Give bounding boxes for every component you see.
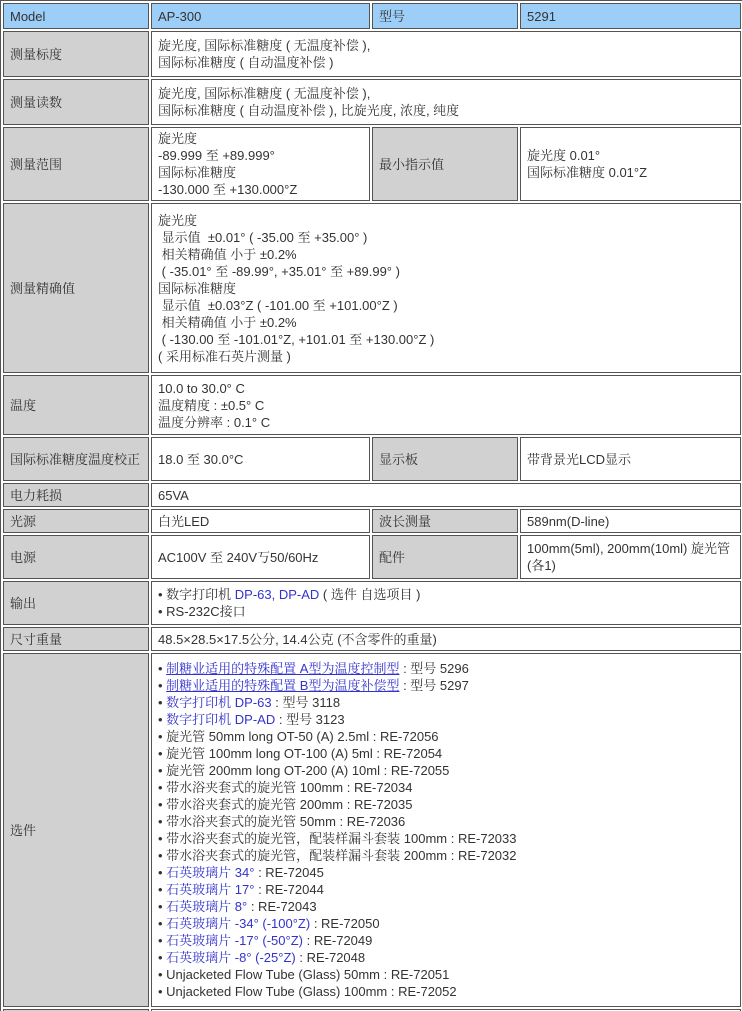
list-item	[158, 728, 734, 745]
text-line: 旋光度	[158, 131, 198, 146]
list-item-text: : RE-72044	[254, 882, 324, 897]
option-link[interactable]: 石英玻璃片 17°	[166, 882, 255, 897]
row-measurement-reading	[3, 79, 741, 125]
option-link[interactable]: 石英玻璃片 -8° (-25°Z)	[166, 950, 296, 965]
list-item-text: •	[158, 916, 167, 931]
list-item-text: •	[158, 695, 167, 710]
label-temperature: 温度	[3, 375, 149, 435]
row-measurement-range	[3, 127, 741, 201]
value-measurement-range	[151, 127, 370, 201]
list-item-text: • 旋光管 200mm long OT-200 (A) 10ml : RE-72055	[158, 763, 450, 778]
list-item-text: • 旋光管 100mm long OT-100 (A) 5ml : RE-72054	[158, 746, 443, 761]
text-line: 温度精度 : ±0.5° C	[158, 397, 265, 413]
row-light-source	[3, 509, 741, 533]
header-row	[3, 3, 741, 29]
text-line: 国际标准糖度 ( 自动温度补偿 )	[158, 55, 334, 70]
label-measurement-scale: 测量标度	[3, 31, 149, 77]
text-line: 显示值 ±0.03°Z ( -101.00 至 +101.00°Z )	[158, 297, 398, 313]
text-line: -130.000 至 +130.000°Z	[158, 182, 298, 197]
option-link[interactable]: 石英玻璃片 8°	[166, 899, 248, 914]
label-minimum-indication: 最小指示值	[372, 127, 518, 201]
value-display-panel: 带背景光LCD显示	[520, 437, 741, 481]
list-item-text: • 带水浴夹套式的旋光管 100mm : RE-72034	[158, 780, 413, 795]
list-item	[158, 586, 734, 603]
row-dimensions-weight	[3, 627, 741, 651]
list-item	[158, 762, 734, 779]
text-line: 相关精确值 小于 ±0.2%	[158, 314, 297, 330]
text-line: ( 采用标准石英片测量 )	[158, 348, 291, 364]
list-item-text: •	[158, 899, 167, 914]
option-link[interactable]: 石英玻璃片 -17° (-50°Z)	[166, 933, 303, 948]
list-item-text: • 带水浴夹套式的旋光管，配装样漏斗套装 100mm : RE-72033	[158, 831, 517, 846]
list-item	[158, 932, 734, 949]
label-measurement-reading: 测量读数	[3, 79, 149, 125]
label-measurement-range: 测量范围	[3, 127, 149, 201]
value-measurement-scale	[151, 31, 741, 77]
list-item	[158, 881, 734, 898]
row-power-consumption	[3, 483, 741, 507]
label-measurement-accuracy: 测量精确值	[3, 203, 149, 373]
list-item-text: : RE-72045	[254, 865, 324, 880]
row-temperature	[3, 375, 741, 435]
list-item	[158, 983, 734, 1000]
label-dimensions-weight: 尺寸重量	[3, 627, 149, 651]
list-item-text: : RE-72043	[247, 899, 317, 914]
value-brix-temp-correction: 18.0 至 30.0°C	[151, 437, 370, 481]
value-measurement-accuracy	[151, 203, 741, 373]
list-item	[158, 915, 734, 932]
value-light-source: 白光LED	[151, 509, 370, 533]
cell-type-label: 型号	[372, 3, 518, 29]
label-accessories: 配件	[372, 535, 518, 579]
label-options: 选件	[3, 653, 149, 1007]
text-line: 国际标准糖度 ( 自动温度补偿 ), 比旋光度, 浓度, 纯度	[158, 103, 460, 118]
text-line: -89.999 至 +89.999°	[158, 148, 275, 163]
list-item	[158, 660, 734, 677]
row-output	[3, 581, 741, 625]
list-item	[158, 779, 734, 796]
list-item	[158, 711, 734, 728]
value-power-supply: AC100V 至 240V丂50/60Hz	[151, 535, 370, 579]
label-power-supply: 电源	[3, 535, 149, 579]
list-item	[158, 898, 734, 915]
text-line: 国际标准糖度	[158, 165, 237, 180]
row-brix-temp-correction	[3, 437, 741, 481]
row-measurement-accuracy	[3, 203, 741, 373]
option-link[interactable]: 石英玻璃片 -34° (-100°Z)	[166, 916, 311, 931]
text-line: ( -35.01° 至 -89.99°, +35.01° 至 +89.99° )	[158, 263, 400, 279]
value-minimum-indication	[520, 127, 741, 201]
label-power-consumption: 电力耗损	[3, 483, 149, 507]
text-line: ( -130.00 至 -101.01°Z, +101.01 至 +130.00°Z )	[158, 331, 435, 347]
list-item-text: • 数字打印机	[158, 587, 235, 602]
label-output: 输出	[3, 581, 149, 625]
list-item	[158, 694, 734, 711]
list-item-text: • Unjacketed Flow Tube (Glass) 50mm : RE-72051	[158, 967, 450, 982]
value-options	[151, 653, 741, 1007]
list-item	[158, 813, 734, 830]
list-item	[158, 796, 734, 813]
list-item-text: : 型号 3118	[271, 695, 341, 710]
list-item-text: • 带水浴夹套式的旋光管 200mm : RE-72035	[158, 797, 413, 812]
list-item-text: : RE-72049	[302, 933, 373, 948]
text-line: 国际标准糖度 0.01°Z	[527, 165, 648, 180]
value-measurement-reading	[151, 79, 741, 125]
list-item-text: • Unjacketed Flow Tube (Glass) 100mm : RE-72052	[158, 984, 457, 999]
list-item-text: • 带水浴夹套式的旋光管 50mm : RE-72036	[158, 814, 406, 829]
list-item-text: : 型号 3123	[275, 712, 345, 727]
text-line: 旋光度	[158, 212, 198, 228]
list-item	[158, 745, 734, 762]
list-item	[158, 603, 734, 620]
cell-model-label: Model	[3, 3, 149, 29]
list-item-text: ( 选件 自选项目 )	[319, 587, 421, 602]
row-power-supply	[3, 535, 741, 579]
value-accessories: 100mm(5ml), 200mm(10ml) 旋光管(各1)	[520, 535, 741, 579]
text-line: 国际标准糖度	[158, 280, 237, 296]
list-item	[158, 830, 734, 847]
option-link[interactable]: 数字打印机 DP-AD	[166, 712, 276, 727]
option-link[interactable]: 制糖业适用的特殊配置 A型为温度控制型	[166, 661, 400, 676]
list-item-text: •	[158, 933, 167, 948]
text-line: 相关精确值 小于 ±0.2%	[158, 246, 297, 262]
list-item-text: •	[158, 678, 167, 693]
list-item-text: • 旋光管 50mm long OT-50 (A) 2.5ml : RE-72056	[158, 729, 439, 744]
list-item-text: : RE-72048	[295, 950, 366, 965]
list-item	[158, 966, 734, 983]
label-brix-temp-correction: 国际标准糖度温度校正	[3, 437, 149, 481]
row-measurement-scale	[3, 31, 741, 77]
list-item-text: •	[158, 882, 167, 897]
row-options	[3, 653, 741, 1007]
list-item-text: : 型号 5297	[399, 678, 469, 693]
option-link[interactable]: 石英玻璃片 34°	[166, 865, 255, 880]
text-line: 10.0 to 30.0° C	[158, 380, 245, 396]
label-wavelength: 波长测量	[372, 509, 518, 533]
list-item-text: •	[158, 865, 167, 880]
list-item-text: : 型号 5296	[399, 661, 469, 676]
cell-model-value: AP-300	[151, 3, 370, 29]
list-item-text: : RE-72050	[310, 916, 380, 931]
option-link[interactable]: 数字打印机 DP-63	[166, 695, 272, 710]
list-item-text: • 带水浴夹套式的旋光管，配装样漏斗套装 200mm : RE-72032	[158, 848, 517, 863]
value-wavelength: 589nm(D-line)	[520, 509, 741, 533]
text-line: 旋光度 0.01°	[527, 148, 601, 163]
text-line: 旋光度, 国际标准糖度 ( 无温度补偿 ),	[158, 38, 371, 53]
list-item-text: •	[158, 712, 167, 727]
value-output	[151, 581, 741, 625]
label-light-source: 光源	[3, 509, 149, 533]
list-item	[158, 864, 734, 881]
text-line: 温度分辨率 : 0.1° C	[158, 414, 271, 430]
value-power-consumption: 65VA	[151, 483, 741, 507]
option-link[interactable]: DP-63, DP-AD	[234, 587, 320, 602]
text-line: 显示值 ±0.01° ( -35.00 至 +35.00° )	[158, 229, 368, 245]
text-line: 旋光度, 国际标准糖度 ( 无温度补偿 ),	[158, 86, 371, 101]
list-item	[158, 677, 734, 694]
list-item	[158, 949, 734, 966]
value-temperature	[151, 375, 741, 435]
list-item-text: •	[158, 950, 167, 965]
list-item-text: •	[158, 661, 167, 676]
list-item	[158, 847, 734, 864]
label-display-panel: 显示板	[372, 437, 518, 481]
value-dimensions-weight: 48.5×28.5×17.5公分, 14.4公克 (不含零件的重量)	[151, 627, 741, 651]
cell-type-value: 5291	[520, 3, 741, 29]
option-link[interactable]: 制糖业适用的特殊配置 B型为温度补偿型	[166, 678, 400, 693]
list-item-text: • RS-232C接口	[158, 604, 246, 619]
